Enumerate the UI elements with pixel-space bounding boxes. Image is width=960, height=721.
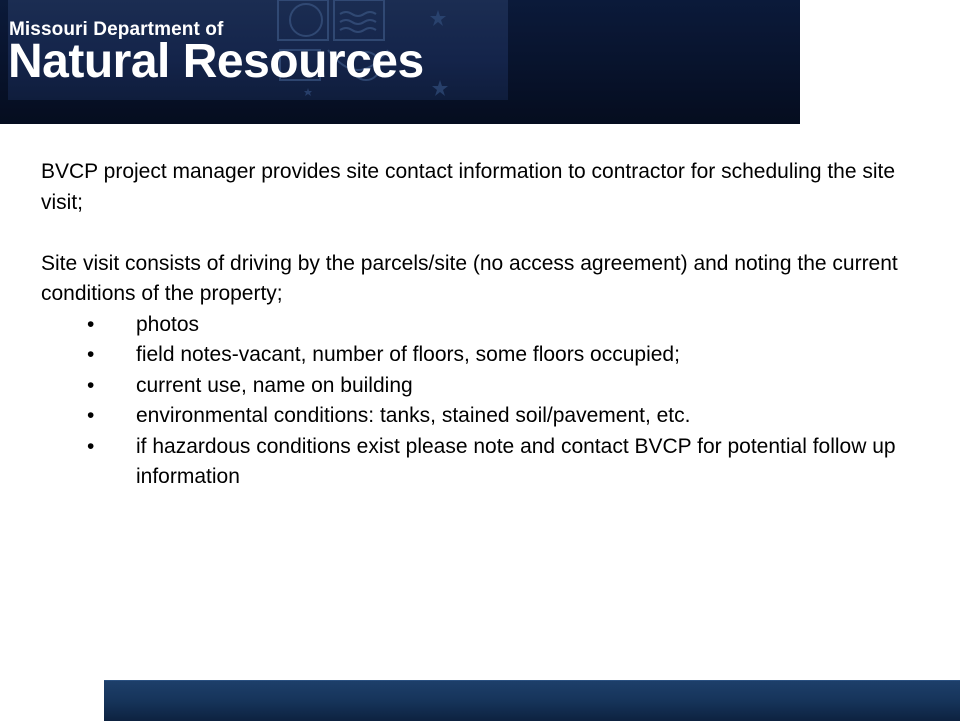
org-title: Natural Resources xyxy=(8,35,424,88)
bullet-text: photos xyxy=(136,312,200,336)
bullet-item xyxy=(41,340,941,371)
bullet-text: field notes-vacant, number of floors, some floors occupied; xyxy=(136,343,680,366)
bullet-icon: • xyxy=(87,434,95,458)
paragraph-spacer xyxy=(41,218,941,249)
bullet-item xyxy=(41,371,941,402)
bullet-item xyxy=(41,310,941,341)
bullet-text: current use, name on building xyxy=(136,373,413,397)
bullet-icon: • xyxy=(87,343,95,366)
slide-body xyxy=(41,157,941,493)
bullet-icon: • xyxy=(87,373,95,397)
paragraph-scheduling: BVCP project manager provides site contact information to contractor for scheduling the site visit; xyxy=(41,160,896,214)
bullet-item xyxy=(41,432,941,493)
footer-bar xyxy=(104,680,960,721)
paragraph-site-visit: Site visit consists of driving by the parcels/site (no access agreement) and noting the current conditions of the property; xyxy=(41,251,898,305)
bullet-icon: • xyxy=(87,404,95,427)
header-banner xyxy=(0,0,800,124)
org-line: Missouri Department of xyxy=(9,19,224,40)
bullet-text: environmental conditions: tanks, stained soil/pavement, etc. xyxy=(136,404,691,427)
bullet-list xyxy=(41,310,941,493)
bullet-text: if hazardous conditions exist please note and contact BVCP for potential follow up information xyxy=(136,434,896,488)
bullet-item xyxy=(41,401,941,432)
bullet-icon: • xyxy=(87,312,95,336)
